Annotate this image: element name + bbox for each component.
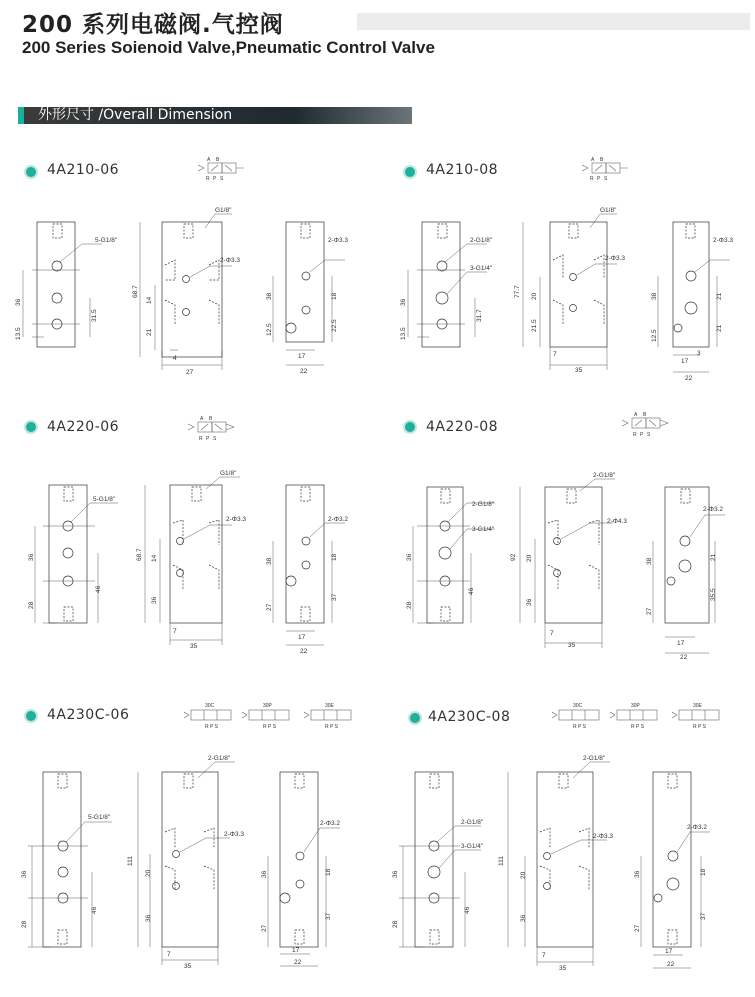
svg-text:2-Φ3.3: 2-Φ3.3 — [226, 516, 247, 523]
svg-text:2-Φ3.2: 2-Φ3.2 — [703, 506, 724, 513]
svg-text:22: 22 — [685, 375, 693, 382]
svg-text:36: 36 — [406, 553, 413, 561]
svg-text:27: 27 — [186, 369, 194, 376]
svg-text:4: 4 — [173, 355, 177, 362]
model-label: 4A210-08 — [426, 162, 499, 178]
svg-text:36: 36 — [520, 914, 527, 922]
svg-text:36: 36 — [392, 870, 399, 878]
svg-text:36: 36 — [400, 298, 407, 306]
model-dot — [410, 713, 420, 723]
svg-text:36: 36 — [145, 914, 152, 922]
svg-text:46: 46 — [464, 906, 471, 914]
svg-text:P: P — [206, 436, 210, 442]
svg-text:3-G1/4": 3-G1/4" — [470, 265, 493, 272]
svg-text:18: 18 — [331, 553, 338, 561]
svg-text:3-G1/4": 3-G1/4" — [472, 526, 495, 533]
svg-text:A: A — [207, 157, 211, 163]
svg-text:37: 37 — [325, 912, 332, 920]
svg-text:2-Φ3.3: 2-Φ3.3 — [713, 237, 734, 244]
svg-text:13.5: 13.5 — [400, 327, 407, 340]
svg-text:28: 28 — [392, 920, 399, 928]
svg-text:21: 21 — [146, 328, 153, 336]
svg-text:17: 17 — [298, 634, 306, 641]
valve-symbol-diagram — [186, 414, 256, 446]
svg-text:5-G1/8": 5-G1/8" — [95, 237, 118, 244]
svg-text:P: P — [640, 432, 644, 438]
svg-text:38: 38 — [646, 557, 653, 565]
svg-text:2-Φ3.3: 2-Φ3.3 — [220, 257, 241, 264]
svg-text:38: 38 — [266, 292, 273, 300]
svg-text:R: R — [206, 176, 210, 182]
svg-text:G1/8": G1/8" — [215, 207, 232, 214]
model-label: 4A210-06 — [47, 162, 120, 178]
svg-text:28: 28 — [406, 601, 413, 609]
svg-text:12.5: 12.5 — [266, 323, 273, 336]
svg-text:2-Φ3.2: 2-Φ3.2 — [687, 824, 708, 831]
svg-text:3-G1/4": 3-G1/4" — [461, 843, 484, 850]
svg-text:R P S: R P S — [205, 724, 218, 730]
svg-text:27: 27 — [261, 924, 268, 932]
svg-text:31.7: 31.7 — [476, 309, 483, 322]
svg-text:7: 7 — [542, 952, 546, 959]
svg-text:2-Φ3.3: 2-Φ3.3 — [224, 831, 245, 838]
svg-text:7: 7 — [553, 351, 557, 358]
svg-text:35.5: 35.5 — [710, 588, 717, 601]
svg-text:5-G1/8": 5-G1/8" — [88, 814, 111, 821]
svg-text:22: 22 — [680, 654, 688, 660]
svg-text:21.5: 21.5 — [531, 319, 538, 332]
svg-text:R P S: R P S — [631, 724, 644, 730]
svg-text:46: 46 — [91, 906, 98, 914]
svg-text:R P S: R P S — [325, 724, 338, 730]
svg-text:28: 28 — [21, 920, 28, 928]
svg-text:R P S: R P S — [693, 724, 706, 730]
svg-text:21: 21 — [710, 553, 717, 561]
svg-text:30C: 30C — [573, 703, 583, 709]
svg-text:36: 36 — [261, 870, 268, 878]
svg-text:20: 20 — [520, 871, 527, 879]
svg-text:27: 27 — [646, 607, 653, 615]
svg-text:2-Φ3.3: 2-Φ3.3 — [328, 237, 349, 244]
svg-text:36: 36 — [15, 298, 22, 306]
svg-text:22: 22 — [300, 648, 308, 655]
svg-text:3: 3 — [697, 350, 701, 357]
svg-text:12.5: 12.5 — [651, 329, 658, 342]
svg-text:2-G1/8": 2-G1/8" — [208, 755, 231, 762]
dimension-drawing — [10, 465, 360, 655]
page-title-en: 200 Series Soienoid Valve,Pneumatic Control Valve — [22, 38, 435, 57]
svg-text:B: B — [216, 157, 220, 163]
svg-text:7: 7 — [173, 628, 177, 635]
section-title: 外形尺寸 /Overall Dimension — [38, 107, 233, 123]
svg-text:31.5: 31.5 — [91, 309, 98, 322]
valve-symbol-diagram-3pos — [183, 700, 358, 730]
dimension-drawing — [385, 750, 745, 975]
svg-text:7: 7 — [550, 630, 554, 637]
svg-text:36: 36 — [634, 870, 641, 878]
svg-text:20: 20 — [526, 554, 533, 562]
svg-text:S: S — [604, 176, 608, 182]
model-label: 4A220-08 — [426, 419, 499, 435]
svg-text:17: 17 — [292, 947, 300, 954]
svg-text:17: 17 — [298, 353, 306, 360]
svg-text:2-G1/8": 2-G1/8" — [472, 501, 495, 508]
model-dot — [26, 422, 36, 432]
svg-text:36: 36 — [28, 553, 35, 561]
svg-text:30E: 30E — [693, 703, 702, 709]
title-decor-bar — [357, 13, 750, 30]
svg-text:92: 92 — [510, 553, 517, 561]
svg-text:37: 37 — [331, 593, 338, 601]
svg-text:37: 37 — [700, 912, 707, 920]
dimension-drawing — [10, 750, 360, 970]
svg-text:21: 21 — [716, 324, 723, 332]
svg-text:B: B — [209, 416, 213, 422]
valve-symbol-diagram — [580, 155, 640, 187]
svg-text:21: 21 — [716, 292, 723, 300]
svg-text:A: A — [634, 412, 638, 418]
svg-text:S: S — [220, 176, 224, 182]
svg-text:17: 17 — [665, 948, 673, 955]
model-label: 4A230C-08 — [428, 709, 511, 725]
svg-text:G1/8": G1/8" — [220, 470, 237, 477]
svg-text:38: 38 — [266, 557, 273, 565]
svg-text:B: B — [643, 412, 647, 418]
svg-text:22.5: 22.5 — [331, 319, 338, 332]
svg-text:27: 27 — [634, 924, 641, 932]
model-dot — [26, 167, 36, 177]
svg-text:R P S: R P S — [263, 724, 276, 730]
svg-text:35: 35 — [568, 642, 576, 649]
svg-text:68.7: 68.7 — [132, 285, 139, 298]
svg-text:36: 36 — [21, 870, 28, 878]
svg-text:S: S — [647, 432, 651, 438]
dimension-drawing — [395, 200, 745, 385]
svg-text:46: 46 — [468, 587, 475, 595]
page-title-cn: 200 系列电磁阀.气控阀 — [22, 12, 284, 38]
valve-symbol-diagram — [196, 155, 256, 187]
svg-text:S: S — [213, 436, 217, 442]
svg-text:30E: 30E — [325, 703, 334, 709]
valve-symbol-diagram — [620, 410, 690, 442]
svg-text:38: 38 — [651, 292, 658, 300]
svg-text:111: 111 — [498, 856, 505, 866]
svg-text:2-Φ4.3: 2-Φ4.3 — [607, 518, 628, 525]
dimension-drawing — [10, 200, 360, 385]
svg-text:13.5: 13.5 — [15, 327, 22, 340]
svg-text:R: R — [633, 432, 637, 438]
svg-text:P: P — [213, 176, 217, 182]
svg-text:30P: 30P — [263, 703, 272, 709]
svg-text:30P: 30P — [631, 703, 640, 709]
svg-text:2-Φ3.2: 2-Φ3.2 — [320, 820, 341, 827]
section-accent — [18, 107, 24, 124]
svg-text:R: R — [199, 436, 203, 442]
svg-text:27: 27 — [266, 603, 273, 611]
svg-text:A: A — [200, 416, 204, 422]
svg-text:18: 18 — [331, 292, 338, 300]
svg-text:35: 35 — [559, 965, 567, 972]
svg-text:5-G1/8": 5-G1/8" — [93, 496, 116, 503]
model-dot — [405, 422, 415, 432]
svg-text:22: 22 — [294, 959, 302, 966]
svg-text:20: 20 — [145, 869, 152, 877]
svg-text:18: 18 — [700, 868, 707, 876]
svg-text:35: 35 — [190, 643, 198, 650]
svg-text:22: 22 — [300, 368, 308, 375]
svg-text:36: 36 — [151, 596, 158, 604]
svg-text:14: 14 — [146, 296, 153, 304]
svg-text:30C: 30C — [205, 703, 215, 709]
svg-text:2-G1/8": 2-G1/8" — [593, 472, 616, 479]
svg-text:17: 17 — [681, 358, 689, 365]
svg-text:35: 35 — [575, 367, 583, 374]
svg-text:14: 14 — [151, 554, 158, 562]
svg-text:36: 36 — [526, 598, 533, 606]
svg-text:17: 17 — [677, 640, 685, 647]
svg-text:18: 18 — [325, 868, 332, 876]
svg-text:R P S: R P S — [573, 724, 586, 730]
svg-text:B: B — [600, 157, 604, 163]
svg-text:28: 28 — [28, 601, 35, 609]
svg-text:68.7: 68.7 — [136, 548, 143, 561]
valve-symbol-diagram-3pos — [551, 700, 726, 730]
model-dot — [405, 167, 415, 177]
svg-text:7: 7 — [167, 951, 171, 958]
svg-text:77.7: 77.7 — [514, 285, 521, 298]
svg-text:2-G1/8": 2-G1/8" — [470, 237, 493, 244]
model-label: 4A220-06 — [47, 419, 120, 435]
svg-text:35: 35 — [184, 963, 192, 970]
dimension-drawing — [395, 465, 745, 660]
svg-text:P: P — [597, 176, 601, 182]
svg-text:46: 46 — [95, 585, 102, 593]
svg-text:2-Φ3.3: 2-Φ3.3 — [593, 833, 614, 840]
svg-text:A: A — [591, 157, 595, 163]
svg-text:2-G1/8": 2-G1/8" — [461, 819, 484, 826]
model-dot — [26, 711, 36, 721]
svg-text:G1/8": G1/8" — [600, 207, 617, 214]
svg-text:R: R — [590, 176, 594, 182]
svg-text:20: 20 — [531, 292, 538, 300]
model-label: 4A230C-06 — [47, 707, 130, 723]
svg-text:2-Φ3.3: 2-Φ3.3 — [605, 255, 626, 262]
svg-text:2-G1/8": 2-G1/8" — [583, 755, 606, 762]
svg-text:22: 22 — [667, 961, 675, 968]
svg-text:111: 111 — [127, 856, 134, 866]
svg-text:2-Φ3.2: 2-Φ3.2 — [328, 516, 349, 523]
